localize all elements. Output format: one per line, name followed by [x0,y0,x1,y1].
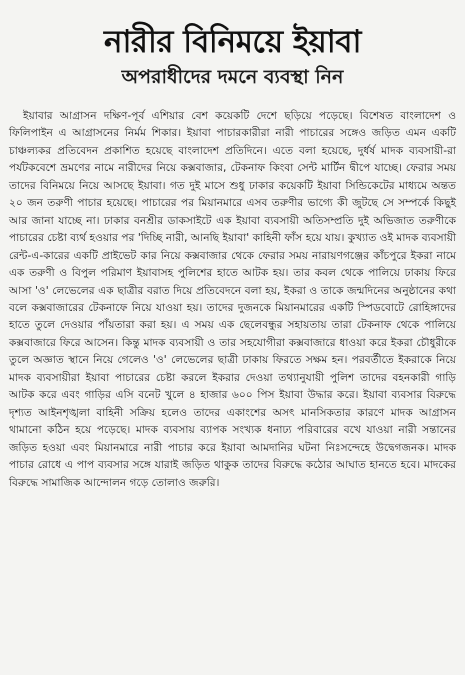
article-paragraph: ইয়াবার আগ্রাসন দক্ষিণ-পূর্ব এশিয়ার বেশ কয়েকটি দেশে ছড়িয়ে পড়েছে। বিশেষত বাংলাদেশ ও ফিলিপাইন এ আগ্রাসনের নির্মম শিকার। ইয়াবা পাচারকারীরা নারী পাচারের সঙ্গেও জড়িত এমন একটি চাঞ্চল্যকর প্রতিবেদন প্রকাশিত হয়েছে বাংলাদেশ প্রতিদিনে। এতে বলা হয়েছে, দুর্ধর্ষ মাদক ব্যবসায়ী-রা পর্যটকবেশে ভ্রমণের নামে নারীদের নিয়ে কক্সবাজার, টেকনাফ কিংবা সেন্ট মার্টিন দ্বীপে যাচ্ছে। ফেরার সময় তাদের বিনিময়ে নিয়ে আসছে ইয়াবা। গত দুই মাসে শুধু ঢাকার কয়েকটি ইয়াবা সিন্ডিকেটের মাধ্যমে অন্তত ২০ জন তরুণী পাচার হয়েছে। পাচারের পর মিয়ানমারে এসব তরুণীর ভাগ্যে কী জুটছে সে সম্পর্কে কিছুই আর জানা যাচ্ছে না। ঢাকার বনশ্রীর ডাকসাইটে এক ইয়াবা ব্যবসায়ী অতিসম্প্রতি দুই অভিজাত তরুণীকে পাচারের চেষ্টা ব্যর্থ হওয়ার পর 'দিচ্ছি নারী, আনছি ইয়াবা' কাহিনী ফাঁস হয়ে যায়। কুখ্যাত ওই মাদক ব্যবসায়ী রেন্ট-এ-কারের একটি প্রাইভেট কার নিয়ে কক্সবাজার থেকে ফেরার সময় নারায়ণগঞ্জের কাঁচপুরে ইকরা নামে এক তরুণী ও বিপুল পরিমাণ ইয়াবাসহ পুলিশের হাতে আটক হয়। তার কবল থেকে পালিয়ে ঢাকায় ফিরে আসা 'ও' লেভেলের এক ছাত্রীর বরাত দিয়ে প্রতিবেদনে বলা হয়, ইকরা ও তাকে জন্মদিনের অনুষ্ঠানের কথা বলে কক্সবাজারের টেকনাফে নিয়ে যাওয়া হয়। তাদের দুজনকে মিয়ানমারের একটি স্পিডবোটে রোহিঙ্গাদের হাতে তুলে দেওয়ার পাঁয়তারা করা হয়। এ সময় এক ছেলেবন্ধুর সহায়তায় তারা টেকনাফ থেকে পালিয়ে কক্সবাজারে ফিরে আসেন। কিন্তু মাদক ব্যবসায়ী ও তার সহযোগীরা কক্সবাজারে ধাওয়া করে ইকরা চৌধুরীকে তুলে অজ্ঞাত স্থানে নিয়ে গেলেও 'ও' লেভেলের ছাত্রী ঢাকায় ফিরতে সক্ষম হন। পরবর্তীতে ইকরাকে নিয়ে মাদক ব্যবসায়ীরা ইয়াবা পাচারের চেষ্টা করলে ইকরার দেওয়া তথ্যানুযায়ী পুলিশ তাদের বহনকারী গাড়ি আটক করে এবং গাড়ির এসি বনেট খুলে ৪ হাজার ৬০০ পিস ইয়াবা উদ্ধার করে। ইয়াবা ব্যবসার বিরুদ্ধে দৃশ্যত আইনশৃঙ্খলা বাহিনী সক্রিয় হলেও তাদের একাংশের অসৎ মানসিকতার কারণে মাদক আগ্রাসন থামানো কঠিন হয়ে পড়েছে। মাদক ব্যবসায় ব্যাপক সংখ্যক ধনাঢ্য পরিবারের বখে যাওয়া নারী সন্তানের জড়িত হওয়া এবং মিয়ানমারে নারী পাচার করে ইয়াবা আমদানির ঘটনা নিঃসন্দেহে উদ্বেগজনক। মাদক পাচার রোধে এ পাপ ব্যবসার সঙ্গে যারাই জড়িত থাকুক তাদের বিরুদ্ধে কঠোর আঘাত হানতে হবে। মাদকের বিরুদ্ধে সামাজিক আন্দোলন গড়ে তোলাও জরুরি। [9,110,456,489]
article-body [9,108,456,492]
headline: নারীর বিনিময়ে ইয়াবা [103,24,362,60]
spacer [9,98,456,108]
subheadline: অপরাধীদের দমনে ব্যবস্থা নিন [121,66,344,88]
